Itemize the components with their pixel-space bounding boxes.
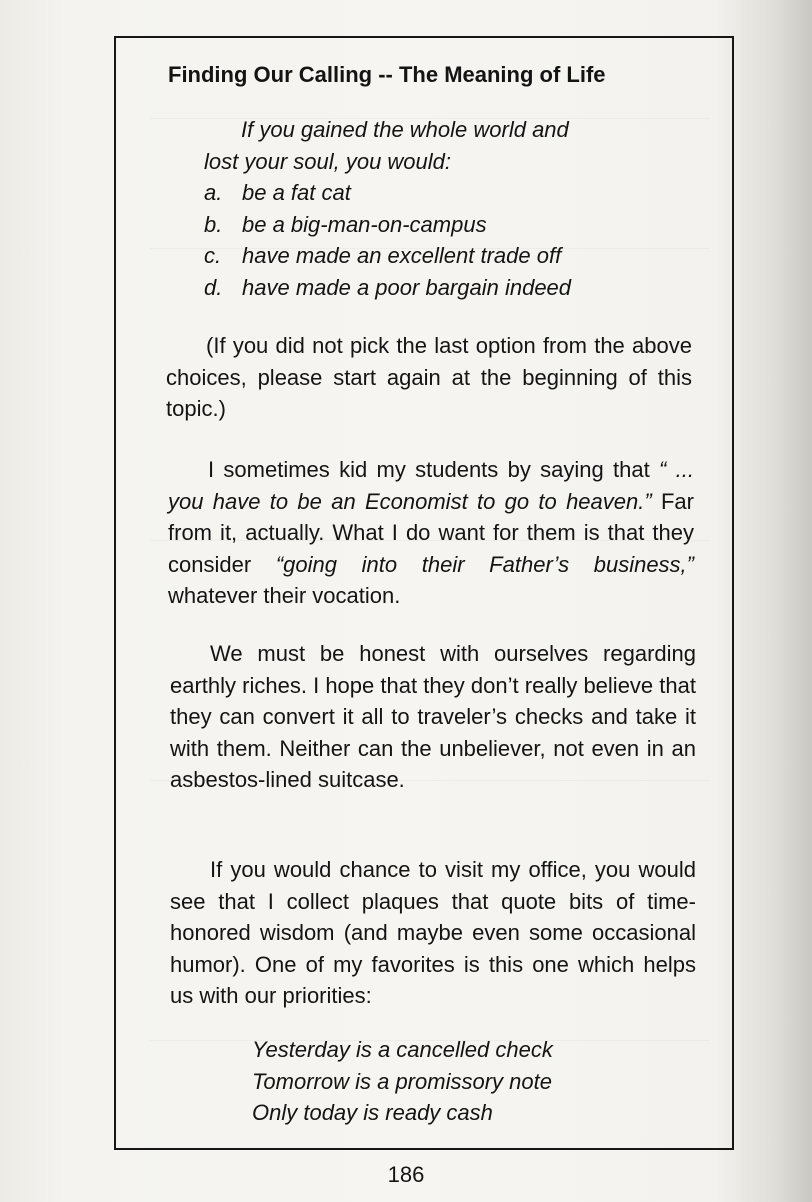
option-letter: b. xyxy=(204,211,223,237)
fathers-business-quote: “going into their Father’s business,” xyxy=(275,551,694,577)
plaque-quote-line: Yesterday is a cancelled check xyxy=(252,1037,553,1062)
paragraph-text: (If you did not pick the last option from the above choices, please start again at the beginning of this topic.) xyxy=(166,333,692,421)
quiz-option-b xyxy=(204,209,571,241)
quiz-option-c xyxy=(204,240,571,272)
option-text: be a big-man-on-campus xyxy=(242,211,487,237)
plaque-quote-line: Only today is ready cash xyxy=(252,1100,493,1125)
section-title: Finding Our Calling -- The Meaning of Life xyxy=(168,62,606,87)
paragraph-text: We must be honest with ourselves regarding earthly riches. I hope that they don’t really believe that they can convert it all to traveler’s checks and take it with them. Neither can the unbeliever, not even in an asbestos-lined suitcase. xyxy=(170,641,696,792)
quiz-question-line: If you gained the whole world and xyxy=(241,117,569,142)
paragraph-riches xyxy=(170,638,696,796)
plaque-quote-line: Tomorrow is a promissory note xyxy=(252,1068,552,1094)
paragraph-plaques xyxy=(170,854,696,1012)
option-text: have made an excellent trade off xyxy=(242,243,562,268)
option-letter: a. xyxy=(204,180,223,205)
quiz-block xyxy=(204,114,571,303)
paragraph-text: whatever their vocation. xyxy=(168,583,401,608)
paragraph-text: If you would chance to visit my office, you would see that I collect plaques that quote bits of time-honored wisdom (and maybe even some occasional humor). One of my favorites is this one which helps us with our priorities: xyxy=(170,857,696,1008)
plaque-quote xyxy=(252,1034,553,1129)
bordered-text-box xyxy=(114,36,734,1150)
page-number: 186 xyxy=(387,1162,425,1187)
paragraph-text: Far from it, actually. What I do want for them is that they consider xyxy=(168,488,694,577)
quiz-option-d xyxy=(204,272,571,304)
option-letter: c. xyxy=(204,243,222,268)
economist-quote: “ ... you have to be an Economist to go to heaven.” xyxy=(168,457,694,514)
paragraph-text: I sometimes kid my students by saying that xyxy=(208,457,650,482)
option-text: be a fat cat xyxy=(242,180,351,205)
paragraph-instruction xyxy=(166,330,692,425)
option-letter: d. xyxy=(204,274,223,300)
paragraph-students xyxy=(168,454,694,612)
quiz-option-a xyxy=(204,177,571,209)
option-text: have made a poor bargain indeed xyxy=(242,274,572,300)
quiz-question-line: lost your soul, you would: xyxy=(204,148,452,174)
